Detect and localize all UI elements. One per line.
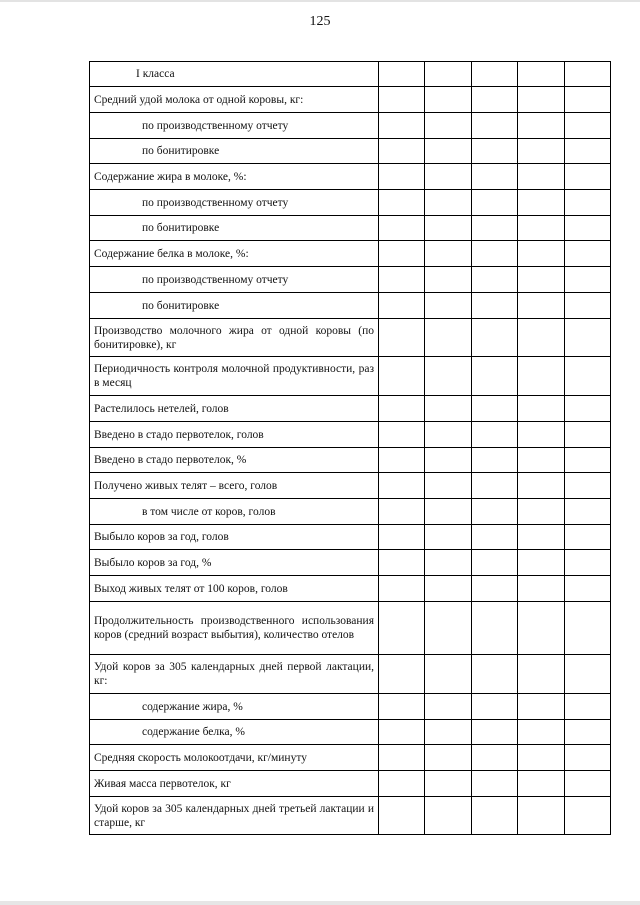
value-cell[interactable] <box>425 448 471 473</box>
value-cell[interactable] <box>564 396 610 422</box>
value-cell[interactable] <box>471 655 517 694</box>
value-cell[interactable] <box>518 550 564 576</box>
table-row <box>90 448 611 473</box>
value-cell[interactable] <box>425 62 471 87</box>
value-cell[interactable] <box>425 293 471 319</box>
value-cell[interactable] <box>425 190 471 216</box>
value-cell[interactable] <box>518 357 564 396</box>
value-cell[interactable] <box>379 745 425 771</box>
value-cell[interactable] <box>564 164 610 190</box>
row-label: Средний удой молока от одной коровы, кг: <box>90 87 379 113</box>
value-cell[interactable] <box>379 694 425 720</box>
value-cell[interactable] <box>471 216 517 241</box>
row-label: содержание жира, % <box>90 694 379 720</box>
value-cell[interactable] <box>425 550 471 576</box>
row-label: Выход живых телят от 100 коров, голов <box>90 576 379 602</box>
value-cell[interactable] <box>471 525 517 550</box>
row-label: в том числе от коров, голов <box>90 499 379 525</box>
value-cell[interactable] <box>518 576 564 602</box>
value-cell[interactable] <box>564 113 610 139</box>
value-cell[interactable] <box>518 87 564 113</box>
value-cell[interactable] <box>471 550 517 576</box>
value-cell[interactable] <box>379 357 425 396</box>
value-cell[interactable] <box>564 216 610 241</box>
table-row <box>90 602 611 655</box>
value-cell[interactable] <box>518 139 564 164</box>
value-cell[interactable] <box>518 797 564 835</box>
row-label: Выбыло коров за год, % <box>90 550 379 576</box>
value-cell[interactable] <box>471 576 517 602</box>
value-cell[interactable] <box>564 797 610 835</box>
table-row <box>90 293 611 319</box>
row-label: Живая масса первотелок, кг <box>90 771 379 797</box>
value-cell[interactable] <box>564 694 610 720</box>
value-cell[interactable] <box>379 720 425 745</box>
value-cell[interactable] <box>518 771 564 797</box>
value-cell[interactable] <box>471 745 517 771</box>
table-row <box>90 319 611 357</box>
value-cell[interactable] <box>379 87 425 113</box>
table-row <box>90 267 611 293</box>
row-label: содержание белка, % <box>90 720 379 745</box>
value-cell[interactable] <box>564 357 610 396</box>
value-cell[interactable] <box>379 139 425 164</box>
value-cell[interactable] <box>518 448 564 473</box>
value-cell[interactable] <box>425 396 471 422</box>
table-row <box>90 576 611 602</box>
table-row <box>90 771 611 797</box>
value-cell[interactable] <box>471 113 517 139</box>
value-cell[interactable] <box>564 293 610 319</box>
value-cell[interactable] <box>425 216 471 241</box>
value-cell[interactable] <box>471 694 517 720</box>
value-cell[interactable] <box>471 190 517 216</box>
value-cell[interactable] <box>425 139 471 164</box>
value-cell[interactable] <box>564 550 610 576</box>
value-cell[interactable] <box>471 62 517 87</box>
value-cell[interactable] <box>518 694 564 720</box>
value-cell[interactable] <box>379 771 425 797</box>
table-row <box>90 113 611 139</box>
table-row <box>90 797 611 835</box>
value-cell[interactable] <box>518 396 564 422</box>
value-cell[interactable] <box>379 396 425 422</box>
value-cell[interactable] <box>471 267 517 293</box>
value-cell[interactable] <box>379 448 425 473</box>
data-table <box>89 61 611 835</box>
value-cell[interactable] <box>564 655 610 694</box>
value-cell[interactable] <box>471 293 517 319</box>
value-cell[interactable] <box>518 267 564 293</box>
value-cell[interactable] <box>425 745 471 771</box>
table-row <box>90 550 611 576</box>
value-cell[interactable] <box>471 139 517 164</box>
value-cell[interactable] <box>518 113 564 139</box>
value-cell[interactable] <box>471 720 517 745</box>
value-cell[interactable] <box>564 190 610 216</box>
value-cell[interactable] <box>425 797 471 835</box>
table-row <box>90 357 611 396</box>
value-cell[interactable] <box>564 241 610 267</box>
value-cell[interactable] <box>425 87 471 113</box>
row-label: по производственному отчету <box>90 267 379 293</box>
value-cell[interactable] <box>564 267 610 293</box>
value-cell[interactable] <box>379 319 425 357</box>
value-cell[interactable] <box>564 602 610 655</box>
table-row <box>90 139 611 164</box>
value-cell[interactable] <box>379 499 425 525</box>
value-cell[interactable] <box>379 216 425 241</box>
row-label: Производство молочного жира от одной коровы (по бонитировке), кг <box>90 319 379 357</box>
row-label: Средняя скорость молокоотдачи, кг/минуту <box>90 745 379 771</box>
table-row <box>90 216 611 241</box>
value-cell[interactable] <box>379 190 425 216</box>
value-cell[interactable] <box>379 525 425 550</box>
row-label: Выбыло коров за год, голов <box>90 525 379 550</box>
value-cell[interactable] <box>425 525 471 550</box>
row-label: по производственному отчету <box>90 190 379 216</box>
value-cell[interactable] <box>425 422 471 448</box>
table-row <box>90 694 611 720</box>
row-label: Введено в стадо первотелок, голов <box>90 422 379 448</box>
table-row <box>90 241 611 267</box>
value-cell[interactable] <box>564 525 610 550</box>
value-cell[interactable] <box>564 422 610 448</box>
value-cell[interactable] <box>379 267 425 293</box>
value-cell[interactable] <box>518 62 564 87</box>
row-label: Содержание жира в молоке, %: <box>90 164 379 190</box>
value-cell[interactable] <box>471 771 517 797</box>
value-cell[interactable] <box>425 241 471 267</box>
value-cell[interactable] <box>564 87 610 113</box>
row-label: Периодичность контроля молочной продуктивности, раз в месяц <box>90 357 379 396</box>
value-cell[interactable] <box>518 164 564 190</box>
table-body <box>90 62 611 835</box>
row-label: по производственному отчету <box>90 113 379 139</box>
value-cell[interactable] <box>471 164 517 190</box>
value-cell[interactable] <box>518 655 564 694</box>
value-cell[interactable] <box>564 473 610 499</box>
row-label: Удой коров за 305 календарных дней третьей лактации и старше, кг <box>90 797 379 835</box>
value-cell[interactable] <box>471 357 517 396</box>
value-cell[interactable] <box>564 745 610 771</box>
value-cell[interactable] <box>518 241 564 267</box>
row-label: I класса <box>90 62 379 87</box>
value-cell[interactable] <box>379 797 425 835</box>
table-row <box>90 473 611 499</box>
table-row <box>90 525 611 550</box>
table-row <box>90 87 611 113</box>
page-top-edge <box>0 0 640 2</box>
row-label: по бонитировке <box>90 139 379 164</box>
row-label: Продолжительность производственного использования коров (средний возраст выбытия), количество отелов <box>90 602 379 655</box>
table-row <box>90 720 611 745</box>
table-row <box>90 655 611 694</box>
row-label: Получено живых телят – всего, голов <box>90 473 379 499</box>
value-cell[interactable] <box>471 319 517 357</box>
value-cell[interactable] <box>379 422 425 448</box>
value-cell[interactable] <box>379 293 425 319</box>
value-cell[interactable] <box>518 499 564 525</box>
value-cell[interactable] <box>518 190 564 216</box>
value-cell[interactable] <box>425 499 471 525</box>
table-row <box>90 164 611 190</box>
value-cell[interactable] <box>425 164 471 190</box>
value-cell[interactable] <box>471 448 517 473</box>
value-cell[interactable] <box>518 602 564 655</box>
value-cell[interactable] <box>471 499 517 525</box>
value-cell[interactable] <box>518 525 564 550</box>
value-cell[interactable] <box>564 319 610 357</box>
value-cell[interactable] <box>471 797 517 835</box>
value-cell[interactable] <box>379 602 425 655</box>
row-label: Содержание белка в молоке, %: <box>90 241 379 267</box>
value-cell[interactable] <box>518 319 564 357</box>
value-cell[interactable] <box>425 113 471 139</box>
value-cell[interactable] <box>425 357 471 396</box>
value-cell[interactable] <box>425 655 471 694</box>
table-row <box>90 62 611 87</box>
table-row <box>90 499 611 525</box>
value-cell[interactable] <box>379 113 425 139</box>
page-number: 125 <box>309 14 331 29</box>
table-row <box>90 396 611 422</box>
value-cell[interactable] <box>518 422 564 448</box>
value-cell[interactable] <box>471 87 517 113</box>
value-cell[interactable] <box>564 499 610 525</box>
row-label: по бонитировке <box>90 293 379 319</box>
table-row <box>90 190 611 216</box>
value-cell[interactable] <box>425 576 471 602</box>
value-cell[interactable] <box>518 745 564 771</box>
page-bottom-edge <box>0 901 640 905</box>
value-cell[interactable] <box>564 576 610 602</box>
value-cell[interactable] <box>564 62 610 87</box>
value-cell[interactable] <box>518 720 564 745</box>
value-cell[interactable] <box>564 771 610 797</box>
value-cell[interactable] <box>471 602 517 655</box>
value-cell[interactable] <box>471 241 517 267</box>
row-label: Растелилось нетелей, голов <box>90 396 379 422</box>
value-cell[interactable] <box>518 473 564 499</box>
value-cell[interactable] <box>471 422 517 448</box>
value-cell[interactable] <box>564 448 610 473</box>
value-cell[interactable] <box>518 293 564 319</box>
value-cell[interactable] <box>564 720 610 745</box>
value-cell[interactable] <box>425 602 471 655</box>
value-cell[interactable] <box>379 62 425 87</box>
value-cell[interactable] <box>425 720 471 745</box>
value-cell[interactable] <box>471 473 517 499</box>
row-label: Удой коров за 305 календарных дней первой лактации, кг: <box>90 655 379 694</box>
value-cell[interactable] <box>471 396 517 422</box>
value-cell[interactable] <box>379 550 425 576</box>
value-cell[interactable] <box>379 473 425 499</box>
value-cell[interactable] <box>564 139 610 164</box>
value-cell[interactable] <box>425 267 471 293</box>
table-row <box>90 745 611 771</box>
value-cell[interactable] <box>379 655 425 694</box>
value-cell[interactable] <box>518 216 564 241</box>
value-cell[interactable] <box>379 241 425 267</box>
row-label: по бонитировке <box>90 216 379 241</box>
value-cell[interactable] <box>425 319 471 357</box>
table-row <box>90 422 611 448</box>
value-cell[interactable] <box>425 694 471 720</box>
value-cell[interactable] <box>425 771 471 797</box>
row-label: Введено в стадо первотелок, % <box>90 448 379 473</box>
value-cell[interactable] <box>379 164 425 190</box>
value-cell[interactable] <box>379 576 425 602</box>
value-cell[interactable] <box>425 473 471 499</box>
